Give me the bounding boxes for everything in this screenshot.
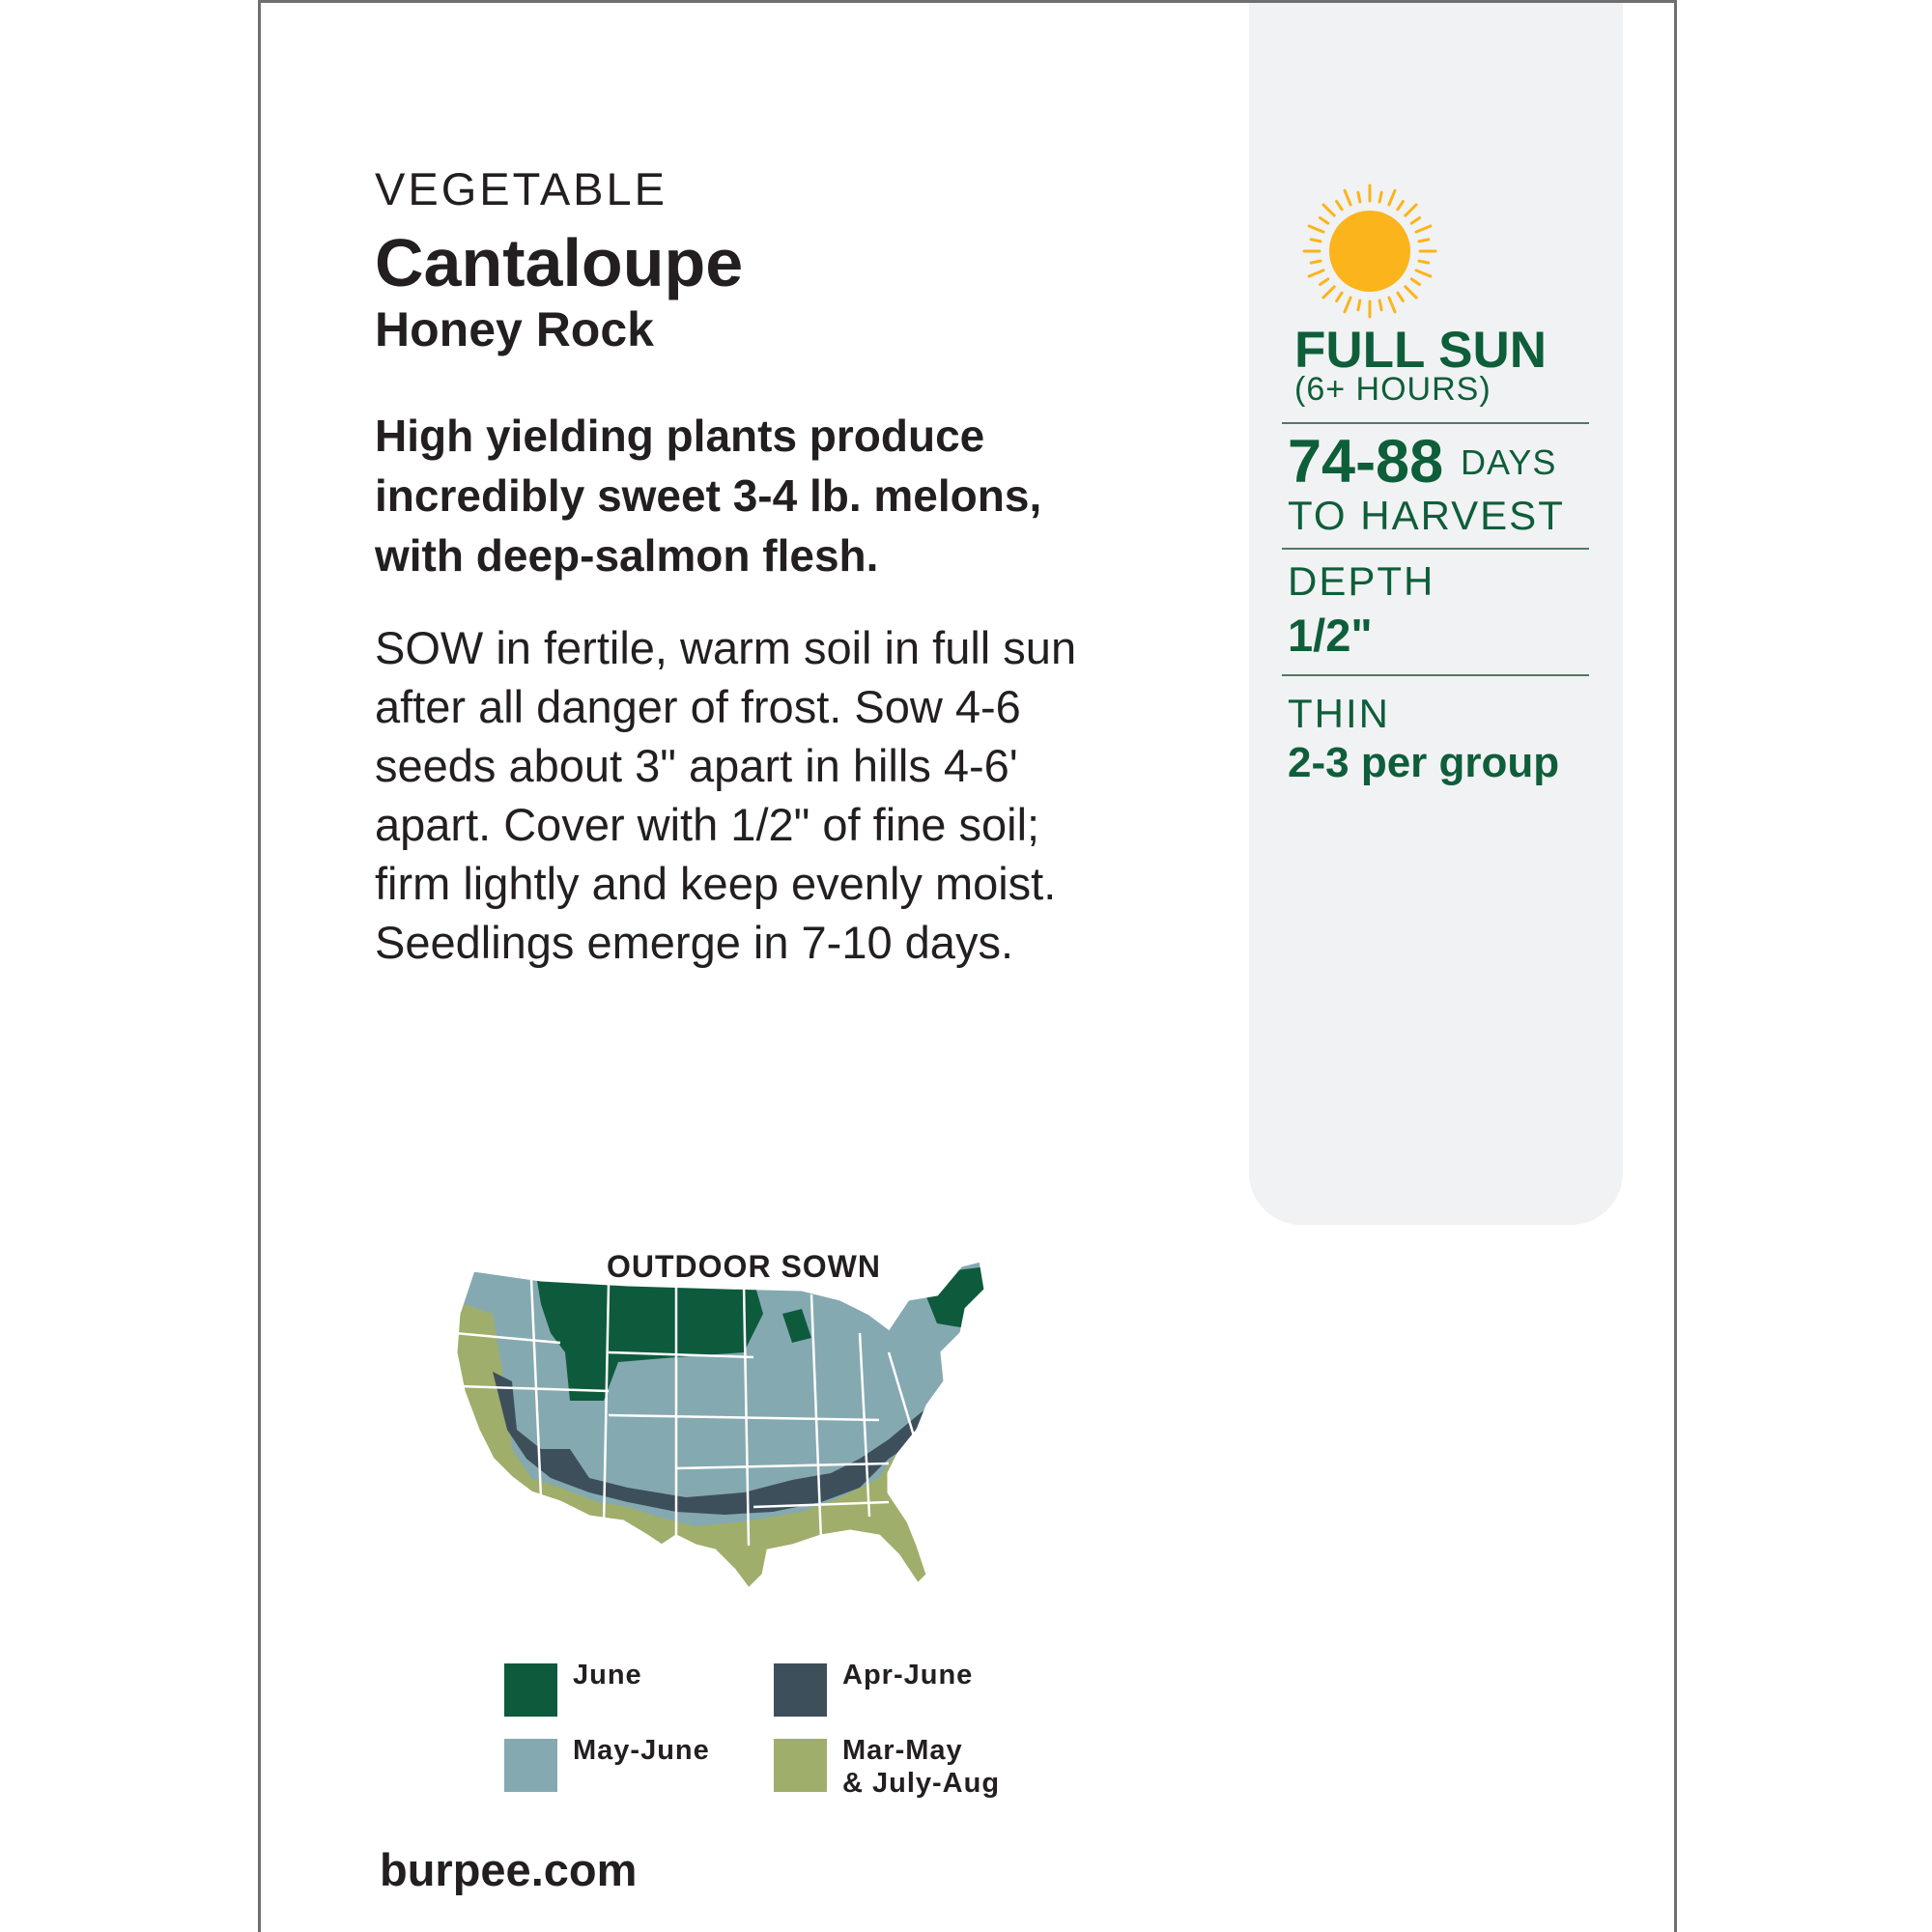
legend-label-mar-may: Mar-May bbox=[842, 1735, 963, 1766]
days-to-harvest-value: 74-88 bbox=[1288, 428, 1444, 496]
sun-ray bbox=[1345, 298, 1350, 312]
sun-ray bbox=[1320, 218, 1327, 224]
sun-ray bbox=[1379, 300, 1381, 310]
legend-label-july-aug: & July-Aug bbox=[842, 1768, 1001, 1799]
divider bbox=[1282, 422, 1589, 424]
sowing-instructions bbox=[375, 618, 1206, 972]
sun-ray bbox=[1406, 205, 1416, 215]
category-label: VEGETABLE bbox=[375, 163, 668, 214]
sun-ray bbox=[1411, 279, 1419, 285]
sun-ray bbox=[1379, 192, 1381, 202]
thin-value: 2-3 per group bbox=[1288, 739, 1560, 786]
legend-swatch-may-june bbox=[504, 1739, 557, 1792]
sun-ray bbox=[1358, 300, 1360, 310]
sun-ray bbox=[1398, 201, 1404, 209]
sun-ray bbox=[1337, 293, 1343, 300]
product-title: Cantaloupe bbox=[375, 225, 744, 300]
sun-ray bbox=[1358, 192, 1360, 202]
description-line: High yielding plants produce bbox=[375, 411, 985, 461]
depth-label: DEPTH bbox=[1288, 558, 1435, 604]
sun-ray bbox=[1323, 205, 1334, 215]
sun-ray bbox=[1406, 287, 1416, 298]
sun-ray bbox=[1398, 293, 1404, 300]
sowing-line: apart. Cover with 1/2" of fine soil; bbox=[375, 799, 1040, 850]
sun-ray bbox=[1309, 226, 1323, 232]
website-url: burpee.com bbox=[380, 1844, 638, 1895]
sun-requirement: FULL SUN bbox=[1294, 322, 1548, 379]
days-to-harvest-label: TO HARVEST bbox=[1288, 493, 1565, 538]
sun-icon bbox=[1302, 184, 1437, 319]
sun-ray bbox=[1411, 218, 1419, 224]
legend-swatch-apr-june bbox=[774, 1663, 827, 1717]
sun-ray bbox=[1311, 240, 1321, 242]
sowing-line: after all danger of frost. Sow 4-6 bbox=[375, 681, 1021, 732]
sun-ray bbox=[1309, 270, 1323, 276]
legend-label-apr-june: Apr-June bbox=[842, 1660, 974, 1690]
sun-hours: (6+ HOURS) bbox=[1294, 371, 1492, 408]
sun-ray bbox=[1389, 190, 1395, 205]
sowing-line: Seedlings emerge in 7-10 days. bbox=[375, 917, 1014, 968]
depth-value: 1/2" bbox=[1288, 610, 1373, 661]
legend-swatch-june bbox=[504, 1663, 557, 1717]
sowing-line: seeds about 3" apart in hills 4-6' bbox=[375, 740, 1018, 791]
legend-label-june: June bbox=[573, 1660, 642, 1690]
sowing-line: firm lightly and keep evenly moist. bbox=[375, 858, 1057, 909]
sun-ray bbox=[1419, 261, 1429, 263]
map-title: OUTDOOR SOWN bbox=[607, 1249, 881, 1284]
product-description bbox=[375, 406, 1167, 585]
sun-ray bbox=[1311, 261, 1321, 263]
thin-label: THIN bbox=[1288, 691, 1390, 736]
sun-ray bbox=[1416, 226, 1431, 232]
divider bbox=[1282, 548, 1589, 550]
sun-ray bbox=[1345, 190, 1350, 205]
legend-label-may-june: May-June bbox=[573, 1735, 710, 1766]
sun-ray bbox=[1389, 298, 1395, 312]
days-unit: DAYS bbox=[1461, 442, 1557, 482]
sun-ray bbox=[1323, 287, 1334, 298]
sun-ray bbox=[1416, 270, 1431, 276]
sun-ray bbox=[1419, 240, 1429, 242]
description-line: with deep-salmon flesh. bbox=[375, 530, 879, 581]
variety-name: Honey Rock bbox=[375, 302, 654, 356]
description-line: incredibly sweet 3-4 lb. melons, bbox=[375, 470, 1042, 521]
sun-ray bbox=[1320, 279, 1327, 285]
sun-ray bbox=[1337, 201, 1343, 209]
legend-swatch-mar-may-july-aug bbox=[774, 1739, 827, 1792]
sowing-line: SOW in fertile, warm soil in full sun bbox=[375, 622, 1077, 673]
divider bbox=[1282, 674, 1589, 676]
us-sowing-map bbox=[435, 1256, 1087, 1662]
